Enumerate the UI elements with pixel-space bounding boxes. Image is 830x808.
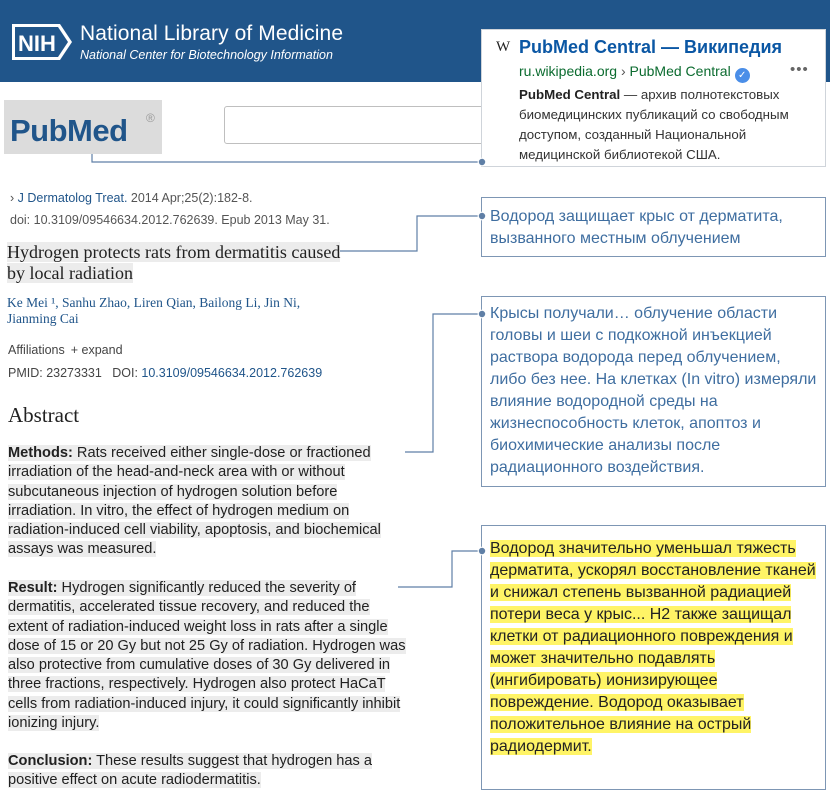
conclusion-paragraph xyxy=(8,752,408,791)
wikipedia-card xyxy=(481,29,826,167)
result-paragraph xyxy=(8,579,408,733)
expand-button[interactable]: + expand xyxy=(70,343,123,357)
wikipedia-desc-text: — архив полнотекстовых биомедицинских публикаций со свободным доступом, созданный Национальной медицинской библиотекой США. xyxy=(519,87,789,162)
nih-title[interactable]: National Library of Medicine xyxy=(80,22,344,45)
nih-subtitle: National Center for Biotechnology Information xyxy=(80,48,333,62)
affiliations-toggle[interactable] xyxy=(8,343,123,357)
wikipedia-description xyxy=(519,85,819,165)
search-input[interactable] xyxy=(224,106,486,144)
journal-citation xyxy=(10,191,253,205)
result-text: Hydrogen significantly reduced the severity of dermatitis, accelerated tissue recovery, and reduced the extent of radiation-induced weight loss in rats after a single dose of 15 or 20 Gy but not 25 Gy of radiation. Hydrogen was also protective from cumulative doses of 30 Gy delivered in three fractions, respectively. Hydrogen also protect HaCaT cells from radiation-induced injury, it could significantly inhibit ionizing injury. xyxy=(8,580,406,732)
methods-paragraph xyxy=(8,444,408,560)
callout-result-text: Водород значительно уменьшал тяжесть дерматита, ускорял восстановление тканей и снижал степень вызванной радиацией потери веса у крыс... H2 также защищал клетки от радиационного повреждения и может значительно подавлять (ингибировать) ионизирующее повреждение. Водород оказывает положительное влияние на острый радиодермит. xyxy=(490,540,816,755)
conclusion-label: Conclusion: xyxy=(8,753,93,769)
connector-title xyxy=(340,216,482,251)
wikipedia-url[interactable] xyxy=(519,63,750,83)
wikipedia-desc-bold: PubMed Central xyxy=(519,87,621,102)
result-label: Result: xyxy=(8,580,58,596)
doi-label: DOI: xyxy=(112,366,142,380)
doi-epub-line: doi: 10.3109/09546634.2012.762639. Epub 2013 May 31. xyxy=(10,213,330,227)
callout-result-translation xyxy=(481,525,826,790)
url-separator: › xyxy=(617,63,630,79)
nih-logo-icon[interactable] xyxy=(10,22,74,62)
callout-title-translation: Водород защищает крыс от дерматита, вызванного местным облучением xyxy=(481,197,826,257)
wikipedia-title-link[interactable]: PubMed Central — Википедия xyxy=(519,37,783,57)
citation-text: 2014 Apr;25(2):182-8. xyxy=(127,191,253,205)
verified-check-icon: ✓ xyxy=(735,68,750,83)
doi-link[interactable]: 10.3109/09546634.2012.762639 xyxy=(141,366,323,380)
connector-result xyxy=(398,551,482,587)
nih-logo-text: NIH xyxy=(18,31,56,56)
wikipedia-icon: W xyxy=(496,39,511,55)
article-title-text: Hydrogen protects rats from dermatitis caused by local radiation xyxy=(7,242,341,283)
callout-methods-translation: Крысы получали… облучение области головы и шеи с подкожной инъекцией раствора водорода перед облучением, либо без нее. На клетках (In vitro) измеряли влияние водородной среды на жизнеспособность клеток, апоптоз и биохимические анализы после радиационного воздействия. xyxy=(481,296,826,487)
connector-logo-wiki xyxy=(92,154,482,162)
pmid: PMID: 23273331 xyxy=(8,366,102,380)
wikipedia-page-name: PubMed Central xyxy=(629,63,731,79)
chevron-right-icon: › xyxy=(10,191,15,205)
more-options-icon[interactable]: ••• xyxy=(790,61,809,78)
conclusion-text: These results suggest that hydrogen has a positive effect on acute radiodermatitis. xyxy=(8,753,372,789)
affiliations-label: Affiliations xyxy=(8,343,65,357)
article-title xyxy=(7,242,347,284)
pubmed-logo-text: PubMed xyxy=(10,113,128,148)
connector-methods xyxy=(405,314,482,452)
methods-text: Rats received either single-dose or fractioned irradiation of the head-and-neck area with or without subcutaneous injection of hydrogen solution before irradiation. In vitro, the effect of hydrogen medium on radiation-induced cell viability, apoptosis, and biochemical assays was measured. xyxy=(8,445,381,558)
identifiers xyxy=(8,366,322,380)
methods-label: Methods: xyxy=(8,445,73,461)
journal-link[interactable]: J Dermatolog Treat. xyxy=(17,191,128,205)
registered-mark: ® xyxy=(146,111,155,125)
wikipedia-domain: ru.wikipedia.org xyxy=(519,63,618,79)
abstract-heading: Abstract xyxy=(8,403,80,427)
author-list[interactable]: Ke Mei ¹, Sanhu Zhao, Liren Qian, Bailong Li, Jin Ni, Jianming Cai xyxy=(7,295,301,326)
